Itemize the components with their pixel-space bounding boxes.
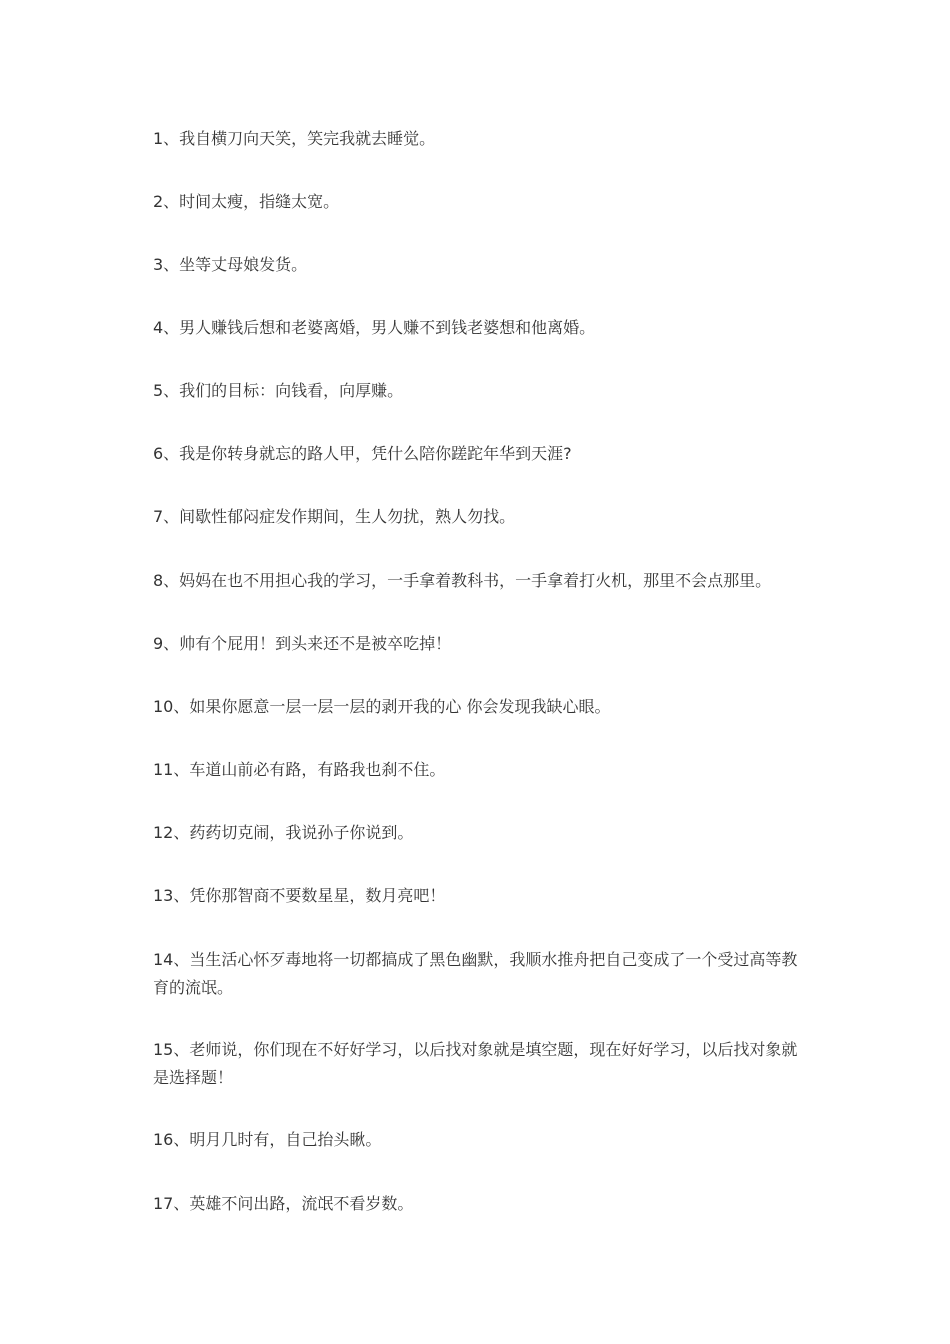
- list-item: 6、我是你转身就忘的路人甲，凭什么陪你蹉跎年华到天涯?: [153, 444, 572, 463]
- list-item: 5、我们的目标：向钱看，向厚赚。: [153, 381, 404, 400]
- list-item: 12、药药切克闹，我说孙子你说到。: [153, 823, 414, 842]
- list-item: 10、如果你愿意一层一层一层的剥开我的心 你会发现我缺心眼。: [153, 697, 611, 716]
- list-item: 8、妈妈在也不用担心我的学习，一手拿着教科书，一手拿着打火机，那里不会点那里。: [153, 571, 772, 590]
- list-item: 17、英雄不问出路，流氓不看岁数。: [153, 1194, 414, 1213]
- list-item: 1、我自横刀向天笑，笑完我就去睡觉。: [153, 129, 436, 148]
- list-item: 3、坐等丈母娘发货。: [153, 255, 308, 274]
- list-item: 14、当生活心怀歹毒地将一切都搞成了黑色幽默，我顺水推舟把自己变成了一个受过高等教育的流氓。: [153, 950, 798, 997]
- list-item: 16、明月几时有，自己抬头瞅。: [153, 1130, 382, 1149]
- list-item: 15、老师说，你们现在不好好学习，以后找对象就是填空题，现在好好学习，以后找对象就是选择题！: [153, 1040, 798, 1087]
- list-item: 7、间歇性郁闷症发作期间，生人勿扰，熟人勿找。: [153, 507, 516, 526]
- list-item: 2、时间太瘦，指缝太宽。: [153, 192, 340, 211]
- list-item: 9、帅有个屁用！到头来还不是被卒吃掉！: [153, 634, 452, 653]
- list-item: 13、凭你那智商不要数星星，数月亮吧！: [153, 886, 446, 905]
- list-item: 4、男人赚钱后想和老婆离婚，男人赚不到钱老婆想和他离婚。: [153, 318, 596, 337]
- list-item: 11、车道山前必有路，有路我也刹不住。: [153, 760, 446, 779]
